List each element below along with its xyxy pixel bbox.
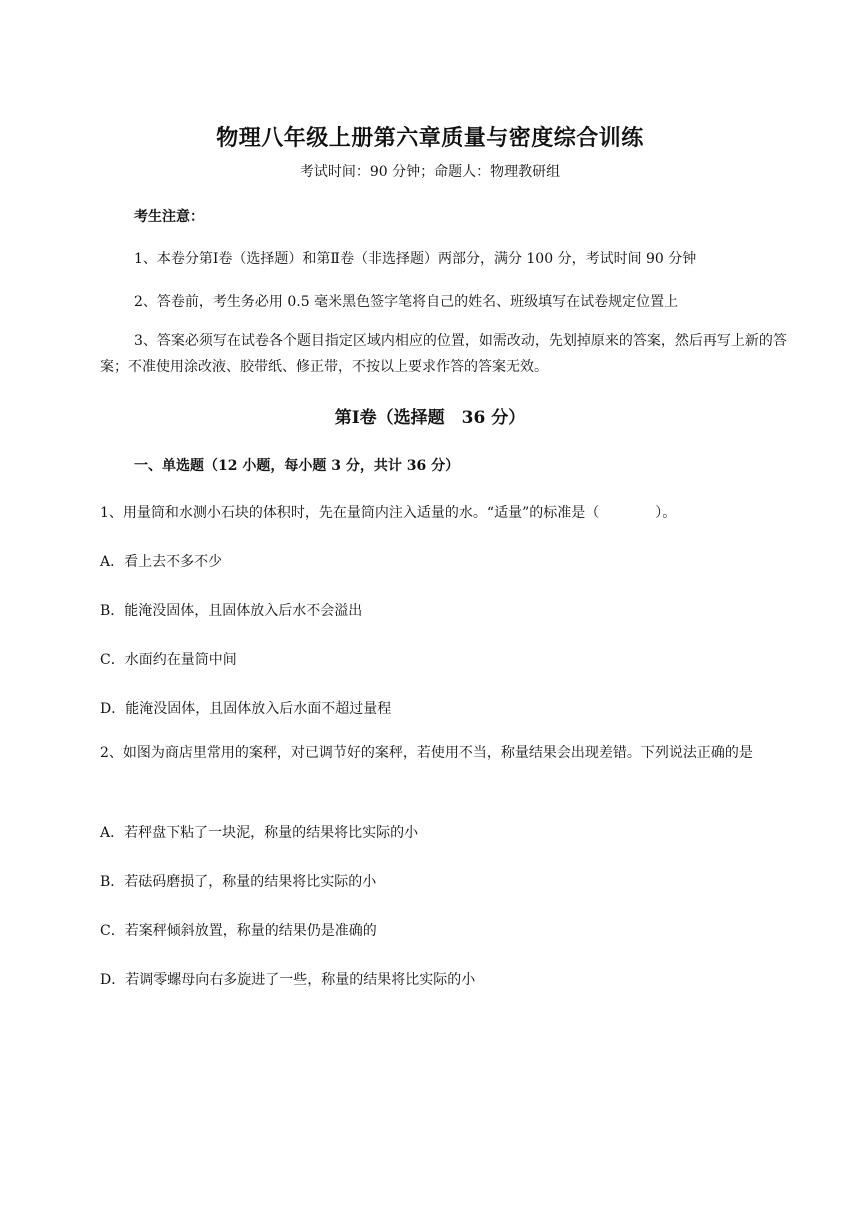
notice-item-3: 3、答案必须写在试卷各个题目指定区域内相应的位置，如需改动，先划掉原来的答案，然后再写上新的答案；不准使用涂改液、胶带纸、修正带，不按以上要求作答的答案无效。	[100, 333, 787, 375]
notice-item-1: 1、本卷分第Ⅰ卷（选择题）和第Ⅱ卷（非选择题）两部分，满分 100 分，考试时间 90 分钟	[134, 251, 697, 267]
page-title: 物理八年级上册第六章质量与密度综合训练	[216, 125, 644, 151]
question-1-option-c: C．水面约在量筒中间	[100, 652, 237, 668]
question-2-stem: 2、如图为商店里常用的案秤，对已调节好的案秤，若使用不当，称量结果会出现差错。下列说法正确的是	[100, 745, 753, 761]
question-1-option-d: D．能淹没固体，且固体放入后水面不超过量程	[100, 701, 392, 717]
question-1-option-b: B．能淹没固体，且固体放入后水不会溢出	[100, 603, 363, 619]
section-title: 第Ⅰ卷（选择题 36 分）	[334, 408, 526, 428]
question-2-option-a: A．若秤盘下粘了一块泥，称量的结果将比实际的小	[100, 825, 419, 841]
question-1-option-a: A．看上去不多不少	[100, 554, 223, 570]
notice-item-2: 2、答卷前，考生务必用 0.5 毫米黑色签字笔将自己的姓名、班级填写在试卷规定位置上	[134, 294, 679, 310]
question-1-stem: 1、用量筒和水测小石块的体积时，先在量筒内注入适量的水。“适量”的标准是（ ）。	[100, 505, 677, 521]
question-2-option-c: C．若案秤倾斜放置，称量的结果仍是准确的	[100, 923, 377, 939]
subsection-title: 一、单选题（12 小题，每小题 3 分，共计 36 分）	[134, 458, 460, 474]
notice-heading: 考生注意：	[134, 209, 204, 225]
question-2-option-b: B．若砝码磨损了，称量的结果将比实际的小	[100, 874, 377, 890]
question-2-option-d: D．若调零螺母向右多旋进了一些，称量的结果将比实际的小	[100, 972, 476, 988]
exam-info: 考试时间：90 分钟；命题人：物理教研组	[299, 164, 561, 180]
